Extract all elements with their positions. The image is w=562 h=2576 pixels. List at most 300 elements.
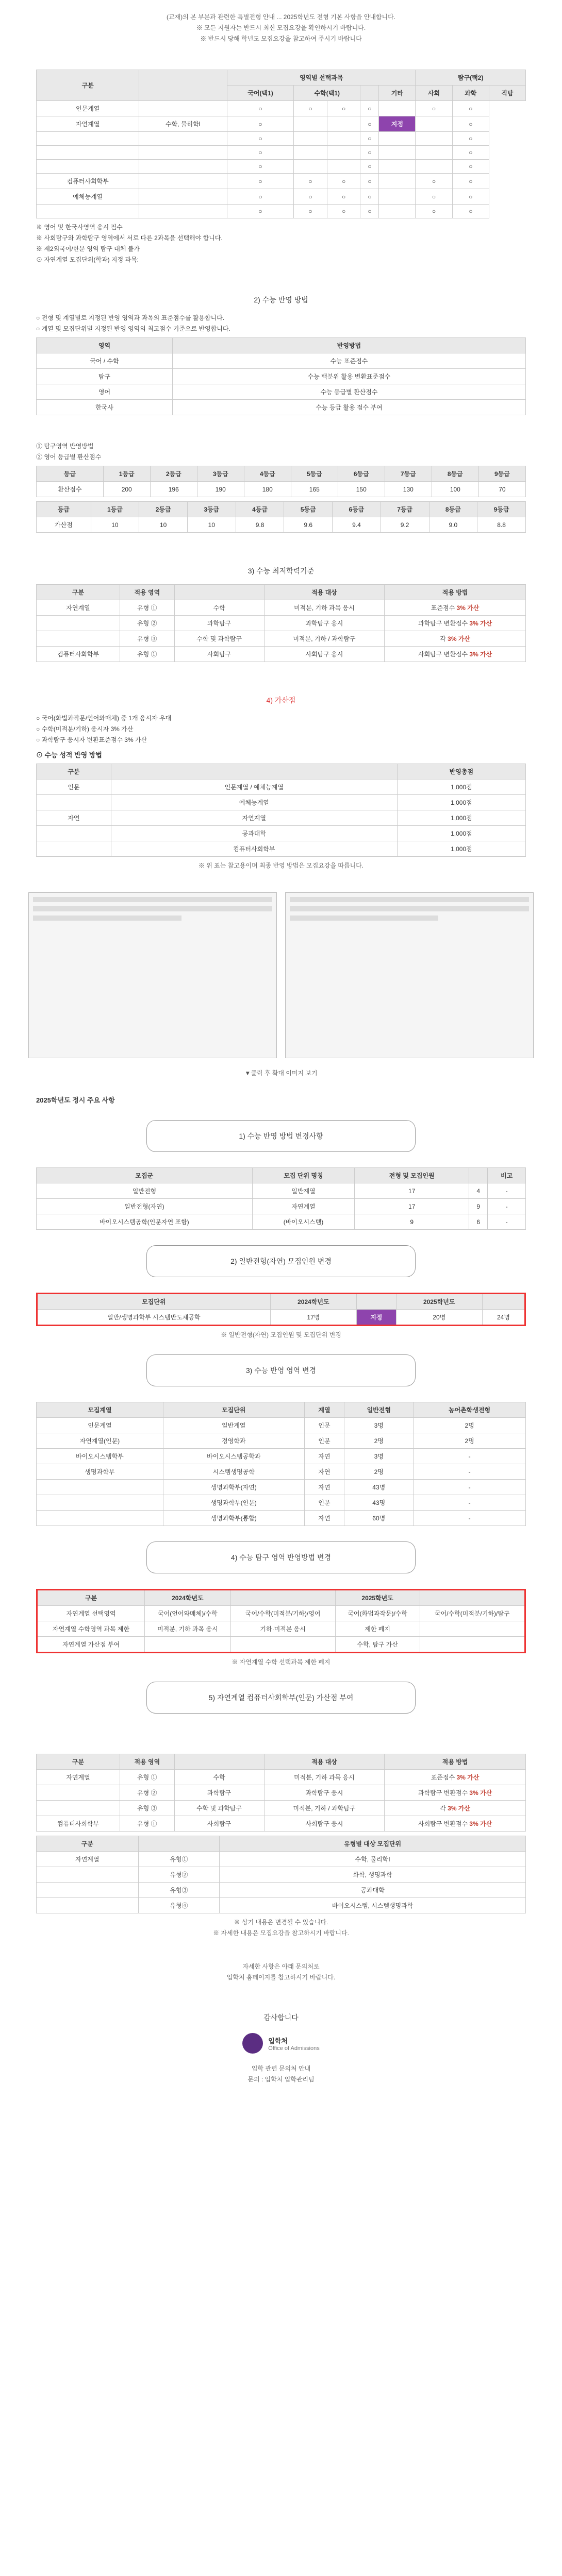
th: 국어(택1) xyxy=(227,86,293,101)
recruit-table xyxy=(36,1167,526,1230)
table-row xyxy=(37,1310,525,1326)
table-cell: 수학, 물리학Ⅰ xyxy=(220,1852,526,1867)
bullet: ○ 계열 및 모집단위별 지정된 반영 영역의 최고점수 기준으로 반영합니다. xyxy=(36,325,230,332)
table-cell xyxy=(139,101,227,116)
table-header: 농어촌학생전형 xyxy=(414,1402,526,1418)
table-header: 6등급 xyxy=(338,466,385,482)
table-cell xyxy=(37,132,139,146)
table-cell: 9.2 xyxy=(381,517,429,533)
section-box: 5) 자연계열 컴퓨터사회학부(인문) 가산점 부여 xyxy=(146,1682,416,1714)
table-row xyxy=(37,116,526,132)
table-cell: 기하·미적분 응시 xyxy=(230,1621,335,1637)
table-row xyxy=(37,826,526,841)
table-cell xyxy=(139,160,227,174)
table-cell: 국어 / 수학 xyxy=(37,353,173,369)
table-header: 적용 영역 xyxy=(120,585,175,600)
table-cell: 과학탐구 응시 xyxy=(264,1785,385,1801)
table-cell: - xyxy=(414,1464,526,1480)
table-cell: 과학탐구 변환점수 3% 가산 xyxy=(385,1785,526,1801)
table-body xyxy=(37,101,526,218)
table-cell: 자연계열 xyxy=(111,810,397,826)
table-cell: 70 xyxy=(478,482,525,497)
bullet: ○ 과학탐구 응시자 변환표준점수 3% 가산 xyxy=(36,736,147,743)
table-cell: 생명과학부(통합) xyxy=(163,1511,304,1526)
table-cell: 과학탐구 응시 xyxy=(264,616,385,631)
table-cell: 제한 폐지 xyxy=(335,1621,420,1637)
table-header: 적용 방법 xyxy=(385,585,526,600)
table-cell: 각 3% 가산 xyxy=(385,631,526,647)
table-cell: 예체능계열 xyxy=(37,189,139,205)
table-cell: 과학탐구 변환점수 3% 가산 xyxy=(385,616,526,631)
table-header: 2025학년도 xyxy=(335,1590,420,1606)
table-header: 3등급 xyxy=(197,466,244,482)
table-cell xyxy=(139,132,227,146)
table-cell: 국어/수학(미적분/기하)/탐구 xyxy=(420,1606,525,1621)
table-cell: ○ xyxy=(452,116,489,132)
table-cell: 자연계열 수학영역 과목 제한 xyxy=(37,1621,145,1637)
table-cell: 100 xyxy=(432,482,478,497)
table-cell: 바이오시스템공학(인문자연 포함) xyxy=(37,1214,253,1230)
table-cell xyxy=(37,1785,120,1801)
table-cell: 1,000점 xyxy=(397,810,525,826)
table-cell: 일반전형 xyxy=(37,1183,253,1199)
table-cell: 화학, 생명과학 xyxy=(220,1867,526,1883)
section-table1 xyxy=(0,55,562,276)
table-cell: ○ xyxy=(360,116,379,132)
table-cell: 자연계열(인문) xyxy=(37,1433,163,1449)
th: 구분 xyxy=(37,70,139,101)
table-row xyxy=(37,517,526,533)
intro xyxy=(0,0,562,55)
table-cell: 자연계열 선택영역 xyxy=(37,1606,145,1621)
table-cell: 9.0 xyxy=(429,517,477,533)
intro-line-1: (교재)의 본 부분과 관련한 특별전형 안내 ... 2025학년도 전형 기본 사항을 안내합니다. xyxy=(166,13,396,21)
table-cell: 4 xyxy=(469,1183,488,1199)
table-cell: 9.4 xyxy=(333,517,381,533)
table-header: 적용 영역 xyxy=(120,1754,175,1770)
intro-red-note: ※ 반드시 당해 학년도 모집요강을 참고하여 주시기 바랍니다 xyxy=(200,35,362,42)
table-header: 7등급 xyxy=(385,466,432,482)
table-header: 모집계열 xyxy=(37,1402,163,1418)
table-cell: - xyxy=(488,1214,526,1230)
table-cell: 자연 xyxy=(304,1511,344,1526)
table-note: ※ 자연계열 수학 선택과목 제한 폐지 xyxy=(232,1658,330,1666)
table-row xyxy=(37,369,526,384)
table-row xyxy=(37,174,526,189)
table-cell: 예체능계열 xyxy=(111,795,397,810)
table-row xyxy=(37,600,526,616)
org-name: 입학처 xyxy=(268,2037,288,2045)
table-cell: 미적분, 기하 / 과학탐구 xyxy=(264,1801,385,1816)
inquiry-table xyxy=(36,1589,526,1653)
note-item: ※ 영어 및 한국사영역 응시 필수 xyxy=(36,224,123,231)
thumbnail-caption: ▼클릭 후 확대 이미지 보기 xyxy=(244,1070,318,1077)
table-cell: 200 xyxy=(103,482,150,497)
table-cell: 1,000점 xyxy=(397,826,525,841)
table-cell xyxy=(379,101,416,116)
table-cell xyxy=(294,132,327,146)
table-cell xyxy=(37,795,111,810)
table-cell: ○ xyxy=(360,189,379,205)
th: 사회 xyxy=(416,86,452,101)
table-cell: 1,000점 xyxy=(397,795,525,810)
table-row xyxy=(37,1867,526,1883)
table-header: 2025학년도 xyxy=(396,1294,482,1310)
th xyxy=(360,86,379,101)
org-sub: Office of Admissions xyxy=(268,2045,320,2052)
table-cell: 1,000점 xyxy=(397,779,525,795)
table-row xyxy=(37,795,526,810)
table-cell xyxy=(327,116,360,132)
table-header: 구분 xyxy=(37,1754,120,1770)
table-header xyxy=(357,1294,396,1310)
table-cell: ○ xyxy=(294,205,327,218)
score-table xyxy=(36,764,526,857)
table-header: 영역 xyxy=(37,338,173,353)
table-header: 모집단위 xyxy=(37,1294,271,1310)
table-cell: 196 xyxy=(150,482,197,497)
table-row xyxy=(37,1852,526,1867)
table-cell xyxy=(379,132,416,146)
table-cell: 수학 xyxy=(174,1770,264,1785)
table-cell: ○ xyxy=(227,160,293,174)
table-header: 8등급 xyxy=(429,502,477,517)
table-cell: ○ xyxy=(227,132,293,146)
bullet: ② 영어 등급별 환산점수 xyxy=(36,453,102,461)
table-header: 3등급 xyxy=(187,502,236,517)
table-cell: 컴퓨터사회학부 xyxy=(37,174,139,189)
bonus-table xyxy=(36,584,526,662)
table-header: 4등급 xyxy=(236,502,284,517)
table-cell: 생명과학부(자연) xyxy=(163,1480,304,1495)
table-cell: 3명 xyxy=(344,1418,414,1433)
table-header: 구분 xyxy=(37,1590,145,1606)
table-cell: 6 xyxy=(469,1214,488,1230)
table-cell: ○ xyxy=(452,101,489,116)
table-row xyxy=(37,482,526,497)
table-row xyxy=(37,1449,526,1464)
table-cell: 환산점수 xyxy=(37,482,104,497)
table-cell xyxy=(37,1480,163,1495)
area-table xyxy=(36,1402,526,1526)
table-header: 적용 방법 xyxy=(385,1754,526,1770)
thanks-text: 감사합니다 xyxy=(263,2013,299,2022)
footer xyxy=(0,1950,562,2096)
table-cell: ○ xyxy=(327,101,360,116)
thumbnail-image[interactable] xyxy=(28,892,277,1058)
table-cell: 국어/수학(미적분/기하)/영어 xyxy=(230,1606,335,1621)
table-header: 구분 xyxy=(37,1836,139,1852)
th: 직탐 xyxy=(489,86,525,101)
table-row xyxy=(37,1785,526,1801)
table-cell: ○ xyxy=(452,146,489,160)
table-header: 적용 대상 xyxy=(264,1754,385,1770)
table-header: 적용 대상 xyxy=(264,585,385,600)
table-header: 반영방법 xyxy=(172,338,525,353)
table-row xyxy=(37,1495,526,1511)
table-cell xyxy=(139,189,227,205)
table-cell xyxy=(37,841,111,857)
table-cell: - xyxy=(414,1495,526,1511)
table-cell: 2명 xyxy=(414,1418,526,1433)
table-title: ⊙ 수능 성적 반영 방법 xyxy=(36,751,102,759)
table-cell: 60명 xyxy=(344,1511,414,1526)
th: 기타 xyxy=(379,86,416,101)
table-row xyxy=(37,353,526,369)
table-cell: ○ xyxy=(452,174,489,189)
footer-line: 자세한 사항은 아래 문의처로 xyxy=(242,1963,320,1970)
table-header: 유형별 대상 모집단위 xyxy=(220,1836,526,1852)
th: 수학(택1) xyxy=(294,86,360,101)
table-cell: 수학 및 과학탐구 xyxy=(174,631,264,647)
table-cell xyxy=(416,116,452,132)
end-note: ※ 자세한 내용은 모집요강을 참고하시기 바랍니다. xyxy=(213,1929,349,1937)
table-cell: 미적분, 기하 과목 응시 xyxy=(145,1621,231,1637)
table-cell: - xyxy=(488,1199,526,1214)
table-cell: 국어(언어와매체)/수학 xyxy=(145,1606,231,1621)
table-header: 비고 xyxy=(488,1168,526,1183)
table-cell xyxy=(139,205,227,218)
table-cell: ○ xyxy=(452,160,489,174)
table-cell xyxy=(37,205,139,218)
section-heading: 2025학년도 정시 주요 사항 xyxy=(36,1096,115,1104)
table-cell: 190 xyxy=(197,482,244,497)
table-cell: ○ xyxy=(360,101,379,116)
section-title: 3) 수능 최저학력기준 xyxy=(247,567,315,575)
table-cell xyxy=(294,146,327,160)
table-header: 5등급 xyxy=(284,502,333,517)
table-cell: - xyxy=(414,1511,526,1526)
table-header xyxy=(469,1168,488,1183)
table-cell: 2명 xyxy=(344,1433,414,1449)
target-table xyxy=(36,1836,526,1913)
table-cell: 일반전형(자연) xyxy=(37,1199,253,1214)
table-cell xyxy=(294,116,327,132)
table-cell: 150 xyxy=(338,482,385,497)
bullet: ○ 수학(미적분/기하) 응시자 3% 가산 xyxy=(36,725,134,733)
table-cell: 수능 백분위 활용 변환표준점수 xyxy=(172,369,525,384)
english-table xyxy=(36,466,526,497)
table-header: 모집군 xyxy=(37,1168,253,1183)
table-header: 구분 xyxy=(37,585,120,600)
section-box: 3) 수능 반영 영역 변경 xyxy=(146,1354,416,1386)
table-header xyxy=(482,1294,525,1310)
table-cell: 수능 등급별 환산점수 xyxy=(172,384,525,400)
table-cell: ○ xyxy=(452,205,489,218)
table-row xyxy=(37,160,526,174)
table-cell xyxy=(37,1898,139,1913)
section-box: 4) 수능 탐구 영역 반영방법 변경 xyxy=(146,1541,416,1573)
table-cell: 유형 ① xyxy=(120,1816,175,1832)
table-cell: 10 xyxy=(91,517,139,533)
table-cell: 미적분, 기하 / 과학탐구 xyxy=(264,631,385,647)
table-cell: 사회탐구 변환점수 3% 가산 xyxy=(385,1816,526,1832)
table-header: 등급 xyxy=(37,466,104,482)
table-cell: 180 xyxy=(244,482,291,497)
table-cell: 9.8 xyxy=(236,517,284,533)
table-cell: ○ xyxy=(416,189,452,205)
table-cell: 자연계열 xyxy=(37,1770,120,1785)
table-cell xyxy=(145,1637,231,1653)
table-cell: - xyxy=(414,1449,526,1464)
table-cell xyxy=(37,1883,139,1898)
table-cell: 유형 ③ xyxy=(120,631,175,647)
table-cell: 수학, 탐구 가산 xyxy=(335,1637,420,1653)
table-cell xyxy=(37,616,120,631)
table-cell: 자연계열 xyxy=(252,1199,354,1214)
table-cell xyxy=(37,146,139,160)
table-cell: 생명과학부(인문) xyxy=(163,1495,304,1511)
table-row xyxy=(37,189,526,205)
table-header: 반영총점 xyxy=(397,764,525,779)
table-row xyxy=(37,1199,526,1214)
table-cell: 유형 ① xyxy=(120,600,175,616)
table-cell: 경영학과 xyxy=(163,1433,304,1449)
table-cell: 43명 xyxy=(344,1480,414,1495)
table-cell: ○ xyxy=(452,189,489,205)
table-cell: 20명 xyxy=(396,1310,482,1326)
tail-note: ※ 위 표는 참고용이며 최종 반영 방법은 모집요강을 따릅니다. xyxy=(198,862,364,869)
table-row xyxy=(37,1621,525,1637)
table-cell: 수학 및 과학탐구 xyxy=(174,1801,264,1816)
table-cell xyxy=(37,1511,163,1526)
table-cell: ○ xyxy=(327,189,360,205)
intro-line-2: ※ 모든 지원자는 반드시 최신 모집요강을 확인하시기 바랍니다. xyxy=(196,24,366,31)
table-row xyxy=(37,1418,526,1433)
note-item: ※ 사회탐구와 과학탐구 영역에서 서로 다른 2과목을 선택해야 합니다. xyxy=(36,234,223,242)
table-header: 계열 xyxy=(304,1402,344,1418)
table-cell xyxy=(37,1495,163,1511)
table-cell: ○ xyxy=(227,205,293,218)
table-cell: 유형④ xyxy=(138,1898,220,1913)
table-row xyxy=(37,1464,526,1480)
table-cell: 수능 표준점수 xyxy=(172,353,525,369)
table-cell: 인문 xyxy=(304,1433,344,1449)
table-cell: 가산점 xyxy=(37,517,91,533)
table-cell: ○ xyxy=(227,189,293,205)
table-cell: 2명 xyxy=(414,1433,526,1449)
table-row xyxy=(37,384,526,400)
table-cell: 바이오시스템공학과 xyxy=(163,1449,304,1464)
table-header xyxy=(174,1754,264,1770)
section-title: 4) 가산점 xyxy=(266,696,296,704)
bonus-table-2 xyxy=(36,1754,526,1832)
table-cell: - xyxy=(488,1183,526,1199)
table-row xyxy=(37,400,526,415)
th: 과학 xyxy=(452,86,489,101)
table-cell: ○ xyxy=(327,174,360,189)
table-row xyxy=(37,779,526,795)
table-row xyxy=(37,841,526,857)
org-logo xyxy=(36,2033,526,2054)
table-cell xyxy=(379,146,416,160)
table-cell xyxy=(230,1637,335,1653)
table-cell: 일반/생명과학부 시스템반도체공학 xyxy=(37,1310,271,1326)
table-header: 모집 단위 명칭 xyxy=(252,1168,354,1183)
table-row xyxy=(37,1433,526,1449)
table-header: 4등급 xyxy=(244,466,291,482)
table-cell: 자연 xyxy=(37,810,111,826)
table-row xyxy=(37,1883,526,1898)
table-cell: 지정 xyxy=(379,116,416,132)
bullet: ○ 전형 및 계열별로 지정된 반영 영역과 과목의 표준점수를 활용합니다. xyxy=(36,314,225,321)
subject-table xyxy=(36,70,526,218)
th: 영역별 선택과목 xyxy=(227,70,416,86)
note-item: ⊙ 자연계열 모집단위(학과) 지정 과목: xyxy=(36,256,139,263)
table-row xyxy=(37,1511,526,1526)
table-cell xyxy=(379,160,416,174)
table-row xyxy=(37,647,526,662)
table-cell: ○ xyxy=(294,174,327,189)
table-cell xyxy=(37,160,139,174)
table-cell: 자연 xyxy=(304,1480,344,1495)
section-4 xyxy=(0,547,562,676)
table-cell xyxy=(416,146,452,160)
table-cell: 바이오시스템학부 xyxy=(37,1449,163,1464)
table-header: 2등급 xyxy=(139,502,188,517)
section-box: 1) 수능 반영 방법 변경사항 xyxy=(146,1120,416,1152)
table-cell: 유형① xyxy=(138,1852,220,1867)
table-header: 구분 xyxy=(37,764,111,779)
table-cell xyxy=(37,1867,139,1883)
table-cell: 지정 xyxy=(357,1310,396,1326)
table-header: 일반전형 xyxy=(344,1402,414,1418)
table-cell: 인문계열 / 예체능계열 xyxy=(111,779,397,795)
table-cell xyxy=(37,631,120,647)
table-cell: 국어(화법과작문)/수학 xyxy=(335,1606,420,1621)
table-row xyxy=(37,810,526,826)
table-cell: 유형 ② xyxy=(120,616,175,631)
table-cell: ○ xyxy=(416,205,452,218)
table-cell: ○ xyxy=(294,189,327,205)
table-cell: ○ xyxy=(227,146,293,160)
table-cell: 과학탐구 xyxy=(174,1785,264,1801)
table-cell: 수학, 물리학Ⅰ xyxy=(139,116,227,132)
table-cell: 9 xyxy=(469,1199,488,1214)
table-cell: 유형 ② xyxy=(120,1785,175,1801)
table-cell: 사회탐구 xyxy=(174,647,264,662)
table-row xyxy=(37,1898,526,1913)
table-cell: 미적분, 기하 과목 응시 xyxy=(264,600,385,616)
table-cell xyxy=(416,132,452,146)
table-cell: 사회탐구 응시 xyxy=(264,1816,385,1832)
table-cell xyxy=(327,146,360,160)
table-cell: ○ xyxy=(416,101,452,116)
table-cell: 17 xyxy=(355,1183,469,1199)
section-3 xyxy=(0,430,562,547)
table-cell: ○ xyxy=(416,174,452,189)
table-cell: ○ xyxy=(360,160,379,174)
table-header: 2등급 xyxy=(150,466,197,482)
table-cell: 자연 xyxy=(304,1449,344,1464)
contact-text: 입학 관련 문의처 안내 xyxy=(251,2065,311,2072)
change-table xyxy=(36,1293,526,1326)
thumbnail-image[interactable] xyxy=(285,892,534,1058)
table-row xyxy=(37,101,526,116)
table-header xyxy=(138,1836,220,1852)
table-cell: 유형 ① xyxy=(120,647,175,662)
table-row xyxy=(37,1637,525,1653)
table-cell: 한국사 xyxy=(37,400,173,415)
table-cell: 유형 ③ xyxy=(120,1801,175,1816)
th: 탐구(택2) xyxy=(416,70,526,86)
table-row xyxy=(37,1770,526,1785)
section-box: 2) 일반전형(자연) 모집인원 변경 xyxy=(146,1245,416,1277)
table-cell: 8.8 xyxy=(477,517,526,533)
bottom-text: 문의 : 입학처 입학관리팀 xyxy=(247,2076,315,2083)
table-cell xyxy=(327,132,360,146)
table-cell: 자연 xyxy=(304,1464,344,1480)
